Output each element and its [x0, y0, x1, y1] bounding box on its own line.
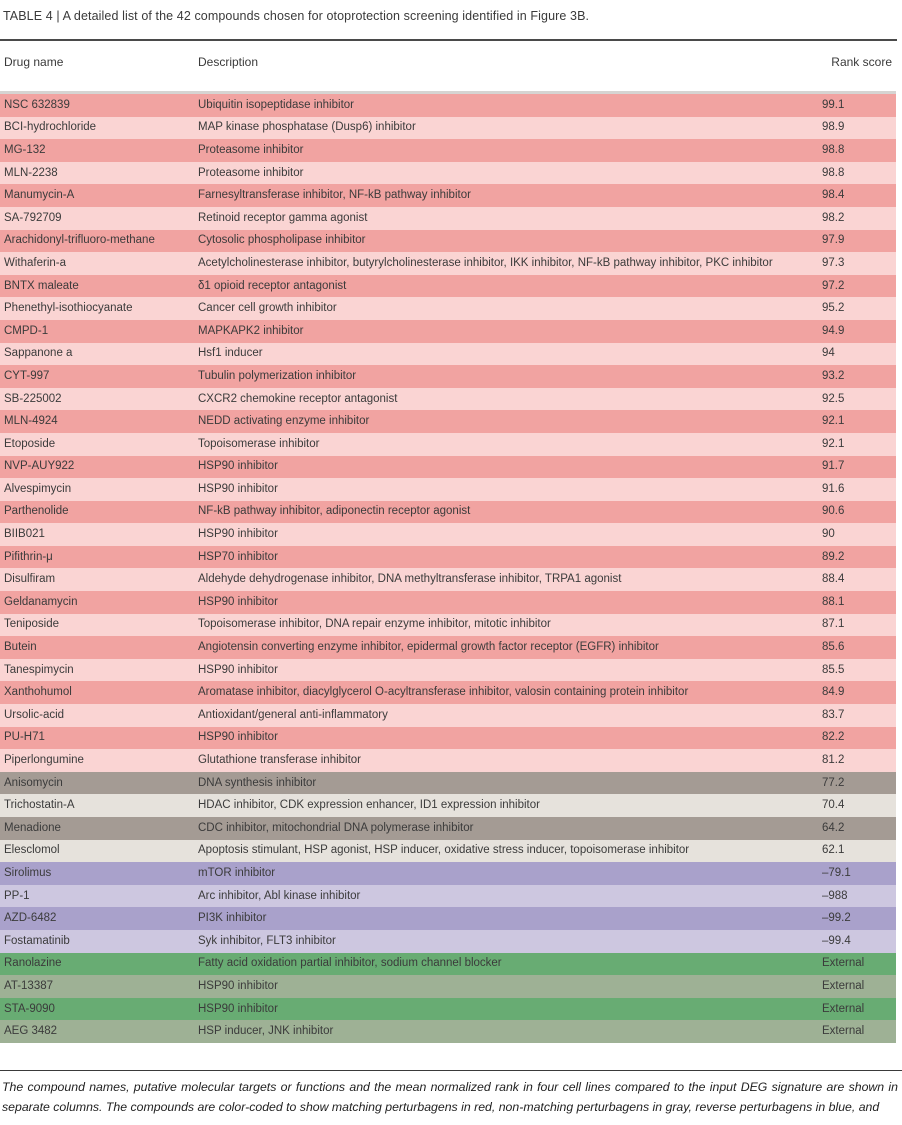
rank-score-cell: 97.9 [822, 234, 845, 247]
description-cell: NEDD activating enzyme inhibitor [198, 415, 370, 428]
description-cell: Antioxidant/general anti-inflammatory [198, 708, 388, 721]
table-row [0, 207, 896, 230]
rank-score-cell: 89.2 [822, 550, 845, 563]
description-cell: MAP kinase phosphatase (Dusp6) inhibitor [198, 121, 416, 134]
table-row [0, 568, 896, 591]
table-row [0, 1020, 896, 1043]
drug-name-cell: Manumycin-A [4, 189, 75, 202]
drug-name-cell: SA-792709 [4, 211, 62, 224]
drug-name-cell: Butein [4, 641, 37, 654]
rank-score-cell: –79.1 [822, 866, 851, 879]
table-row [0, 230, 896, 253]
description-cell: CDC inhibitor, mitochondrial DNA polymerase inhibitor [198, 821, 474, 834]
rank-score-cell: 98.4 [822, 189, 845, 202]
drug-name-cell: NVP-AUY922 [4, 460, 75, 473]
table-header-row [0, 41, 896, 94]
drug-name-cell: Pifithrin-μ [4, 550, 53, 563]
drug-name-cell: Trichostatin-A [4, 799, 75, 812]
description-cell: HSP90 inhibitor [198, 482, 278, 495]
rank-score-cell: 94 [822, 347, 835, 360]
table-row [0, 501, 896, 524]
drug-name-cell: MLN-4924 [4, 415, 58, 428]
description-cell: Fatty acid oxidation partial inhibitor, sodium channel blocker [198, 957, 502, 970]
rank-score-cell: 92.1 [822, 415, 845, 428]
table-footnote: The compound names, putative molecular targets or functions and the mean normalized rank in four cell lines compared to the input DEG signature are shown in separate columns. The compounds are color-coded to show matching perturbagens in red, non-matching perturbagens in gray, reverse perturbagens in blue, and [2, 1079, 898, 1115]
drug-name-cell: Ursolic-acid [4, 708, 65, 721]
drug-name-cell: BNTX maleate [4, 279, 79, 292]
description-cell: HSP90 inhibitor [198, 528, 278, 541]
table-row [0, 320, 896, 343]
table-row [0, 388, 896, 411]
description-cell: HSP90 inhibitor [198, 663, 278, 676]
rank-score-cell: 99.1 [822, 98, 845, 111]
drug-name-cell: Anisomycin [4, 776, 63, 789]
drug-name-cell: Alvespimycin [4, 482, 72, 495]
description-cell: Tubulin polymerization inhibitor [198, 369, 357, 382]
description-cell: Hsf1 inducer [198, 347, 263, 360]
drug-name-cell: PU-H71 [4, 731, 45, 744]
description-cell: Angiotensin converting enzyme inhibitor, epidermal growth factor receptor (EGFR) inhibitor [198, 641, 659, 654]
rank-score-cell: 95.2 [822, 302, 845, 315]
rank-score-cell: 91.7 [822, 460, 845, 473]
table-row [0, 184, 896, 207]
drug-name-cell: AEG 3482 [4, 1025, 58, 1038]
table-row [0, 275, 896, 298]
table-row [0, 343, 896, 366]
rank-score-cell: External [822, 979, 865, 992]
description-cell: Cancer cell growth inhibitor [198, 302, 337, 315]
table-row [0, 162, 896, 185]
description-cell: HSP70 inhibitor [198, 550, 278, 563]
table-row [0, 523, 896, 546]
table-row [0, 252, 896, 275]
description-cell: NF-kB pathway inhibitor, adiponectin receptor agonist [198, 505, 471, 518]
rank-score-cell: 88.1 [822, 595, 845, 608]
rank-score-cell: 97.3 [822, 256, 845, 269]
table-row [0, 297, 896, 320]
description-cell: Farnesyltransferase inhibitor, NF-kB pathway inhibitor [198, 189, 471, 202]
table-body [0, 94, 896, 1043]
table-row [0, 727, 896, 750]
drug-name-cell: MLN-2238 [4, 166, 58, 179]
rank-score-cell: 87.1 [822, 618, 845, 631]
rank-score-cell: 85.6 [822, 641, 845, 654]
rank-score-cell: External [822, 1002, 865, 1015]
description-cell: Proteasome inhibitor [198, 143, 304, 156]
table-row [0, 94, 896, 117]
table-row [0, 478, 896, 501]
description-cell: Acetylcholinesterase inhibitor, butyrylcholinesterase inhibitor, IKK inhibitor, NF-kB pathway inhibitor, PKC inhibitor [198, 256, 773, 269]
description-cell: Topoisomerase inhibitor, DNA repair enzyme inhibitor, mitotic inhibitor [198, 618, 551, 631]
description-cell: HSP inducer, JNK inhibitor [198, 1025, 334, 1038]
description-cell: mTOR inhibitor [198, 866, 276, 879]
rank-score-cell: 77.2 [822, 776, 845, 789]
table-row [0, 636, 896, 659]
table-row [0, 410, 896, 433]
rank-score-cell: 98.8 [822, 166, 845, 179]
table-row [0, 433, 896, 456]
rank-score-cell: 84.9 [822, 686, 845, 699]
description-cell: PI3K inhibitor [198, 912, 267, 925]
drug-name-cell: Teniposide [4, 618, 59, 631]
drug-name-cell: STA-9090 [4, 1002, 55, 1015]
rank-score-cell: 98.2 [822, 211, 845, 224]
description-cell: Topoisomerase inhibitor [198, 437, 320, 450]
drug-name-cell: Tanespimycin [4, 663, 74, 676]
description-cell: Glutathione transferase inhibitor [198, 754, 362, 767]
drug-name-cell: SB-225002 [4, 392, 62, 405]
rank-score-cell: 97.2 [822, 279, 845, 292]
description-cell: Proteasome inhibitor [198, 166, 304, 179]
rank-score-cell: 64.2 [822, 821, 845, 834]
description-cell: CXCR2 chemokine receptor antagonist [198, 392, 398, 405]
rank-score-cell: 98.9 [822, 121, 845, 134]
rank-score-cell: 70.4 [822, 799, 845, 812]
table-row [0, 546, 896, 569]
description-cell: MAPKAPK2 inhibitor [198, 324, 304, 337]
table-row [0, 365, 896, 388]
description-cell: HSP90 inhibitor [198, 731, 278, 744]
drug-name-cell: MG-132 [4, 143, 46, 156]
table-row [0, 139, 896, 162]
column-header-rank-score: Rank score [831, 55, 892, 69]
drug-name-cell: Withaferin-a [4, 256, 66, 269]
drug-name-cell: Etoposide [4, 437, 56, 450]
description-cell: Syk inhibitor, FLT3 inhibitor [198, 934, 336, 947]
drug-name-cell: Parthenolide [4, 505, 69, 518]
rank-score-cell: 93.2 [822, 369, 845, 382]
drug-name-cell: PP-1 [4, 889, 30, 902]
rank-score-cell: 94.9 [822, 324, 845, 337]
column-header-drug-name: Drug name [4, 55, 64, 69]
description-cell: Aromatase inhibitor, diacylglycerol O-acyltransferase inhibitor, valosin containing protein inhibitor [198, 686, 689, 699]
table-row [0, 704, 896, 727]
table-row [0, 117, 896, 140]
rank-score-cell: 82.2 [822, 731, 845, 744]
column-header-description: Description [198, 55, 259, 69]
rank-score-cell: –99.2 [822, 912, 851, 925]
table-row [0, 681, 896, 704]
rank-score-cell: –99.4 [822, 934, 851, 947]
description-cell: Aldehyde dehydrogenase inhibitor, DNA methyltransferase inhibitor, TRPA1 agonist [198, 573, 622, 586]
drug-name-cell: CMPD-1 [4, 324, 49, 337]
description-cell: Ubiquitin isopeptidase inhibitor [198, 98, 354, 111]
rank-score-cell: 85.5 [822, 663, 845, 676]
rank-score-cell: 62.1 [822, 844, 845, 857]
description-cell: HSP90 inhibitor [198, 979, 278, 992]
table-row [0, 840, 896, 863]
drug-name-cell: Piperlongumine [4, 754, 84, 767]
table-row [0, 817, 896, 840]
table-row [0, 591, 896, 614]
table-row [0, 659, 896, 682]
drug-name-cell: BCI-hydrochloride [4, 121, 97, 134]
drug-name-cell: Disulfiram [4, 573, 56, 586]
table-row [0, 885, 896, 908]
description-cell: Cytosolic phospholipase inhibitor [198, 234, 366, 247]
table-row [0, 998, 896, 1021]
drug-name-cell: Geldanamycin [4, 595, 78, 608]
rank-score-cell: 90 [822, 528, 835, 541]
drug-name-cell: Ranolazine [4, 957, 62, 970]
description-cell: Apoptosis stimulant, HSP agonist, HSP inducer, oxidative stress inducer, topoisomerase inhibitor [198, 844, 690, 857]
table-row [0, 907, 896, 930]
drug-name-cell: NSC 632839 [4, 98, 70, 111]
description-cell: Arc inhibitor, Abl kinase inhibitor [198, 889, 361, 902]
rank-score-cell: 83.7 [822, 708, 845, 721]
rank-score-cell: 92.5 [822, 392, 845, 405]
description-cell: HSP90 inhibitor [198, 1002, 278, 1015]
table-row [0, 930, 896, 953]
drug-name-cell: Sappanone a [4, 347, 73, 360]
description-cell: δ1 opioid receptor antagonist [198, 279, 347, 292]
rank-score-cell: 98.8 [822, 143, 845, 156]
rank-score-cell: 91.6 [822, 482, 845, 495]
drug-name-cell: Sirolimus [4, 866, 52, 879]
description-cell: HSP90 inhibitor [198, 460, 278, 473]
table-row [0, 772, 896, 795]
table-row [0, 749, 896, 772]
description-cell: Retinoid receptor gamma agonist [198, 211, 368, 224]
table-row [0, 614, 896, 637]
drug-name-cell: Xanthohumol [4, 686, 72, 699]
drug-name-cell: CYT-997 [4, 369, 50, 382]
rank-score-cell: 88.4 [822, 573, 845, 586]
description-cell: HDAC inhibitor, CDK expression enhancer, ID1 expression inhibitor [198, 799, 540, 812]
table-row [0, 456, 896, 479]
drug-name-cell: AZD-6482 [4, 912, 57, 925]
rank-score-cell: –988 [822, 889, 848, 902]
description-cell: DNA synthesis inhibitor [198, 776, 317, 789]
rank-score-cell: 90.6 [822, 505, 845, 518]
rank-score-cell: 92.1 [822, 437, 845, 450]
rank-score-cell: 81.2 [822, 754, 845, 767]
drug-name-cell: Elesclomol [4, 844, 60, 857]
table-caption: TABLE 4 | A detailed list of the 42 compounds chosen for otoprotection screening identified in Figure 3B. [3, 9, 590, 23]
drug-name-cell: Menadione [4, 821, 61, 834]
description-cell: HSP90 inhibitor [198, 595, 278, 608]
drug-name-cell: BIIB021 [4, 528, 45, 541]
table-row [0, 953, 896, 976]
rank-score-cell: External [822, 957, 865, 970]
rank-score-cell: External [822, 1025, 865, 1038]
drug-name-cell: AT-13387 [4, 979, 54, 992]
drug-name-cell: Arachidonyl-trifluoro-methane [4, 234, 155, 247]
table-row [0, 794, 896, 817]
drug-name-cell: Phenethyl-isothiocyanate [4, 302, 133, 315]
drug-name-cell: Fostamatinib [4, 934, 70, 947]
table-row [0, 862, 896, 885]
table-row [0, 975, 896, 998]
